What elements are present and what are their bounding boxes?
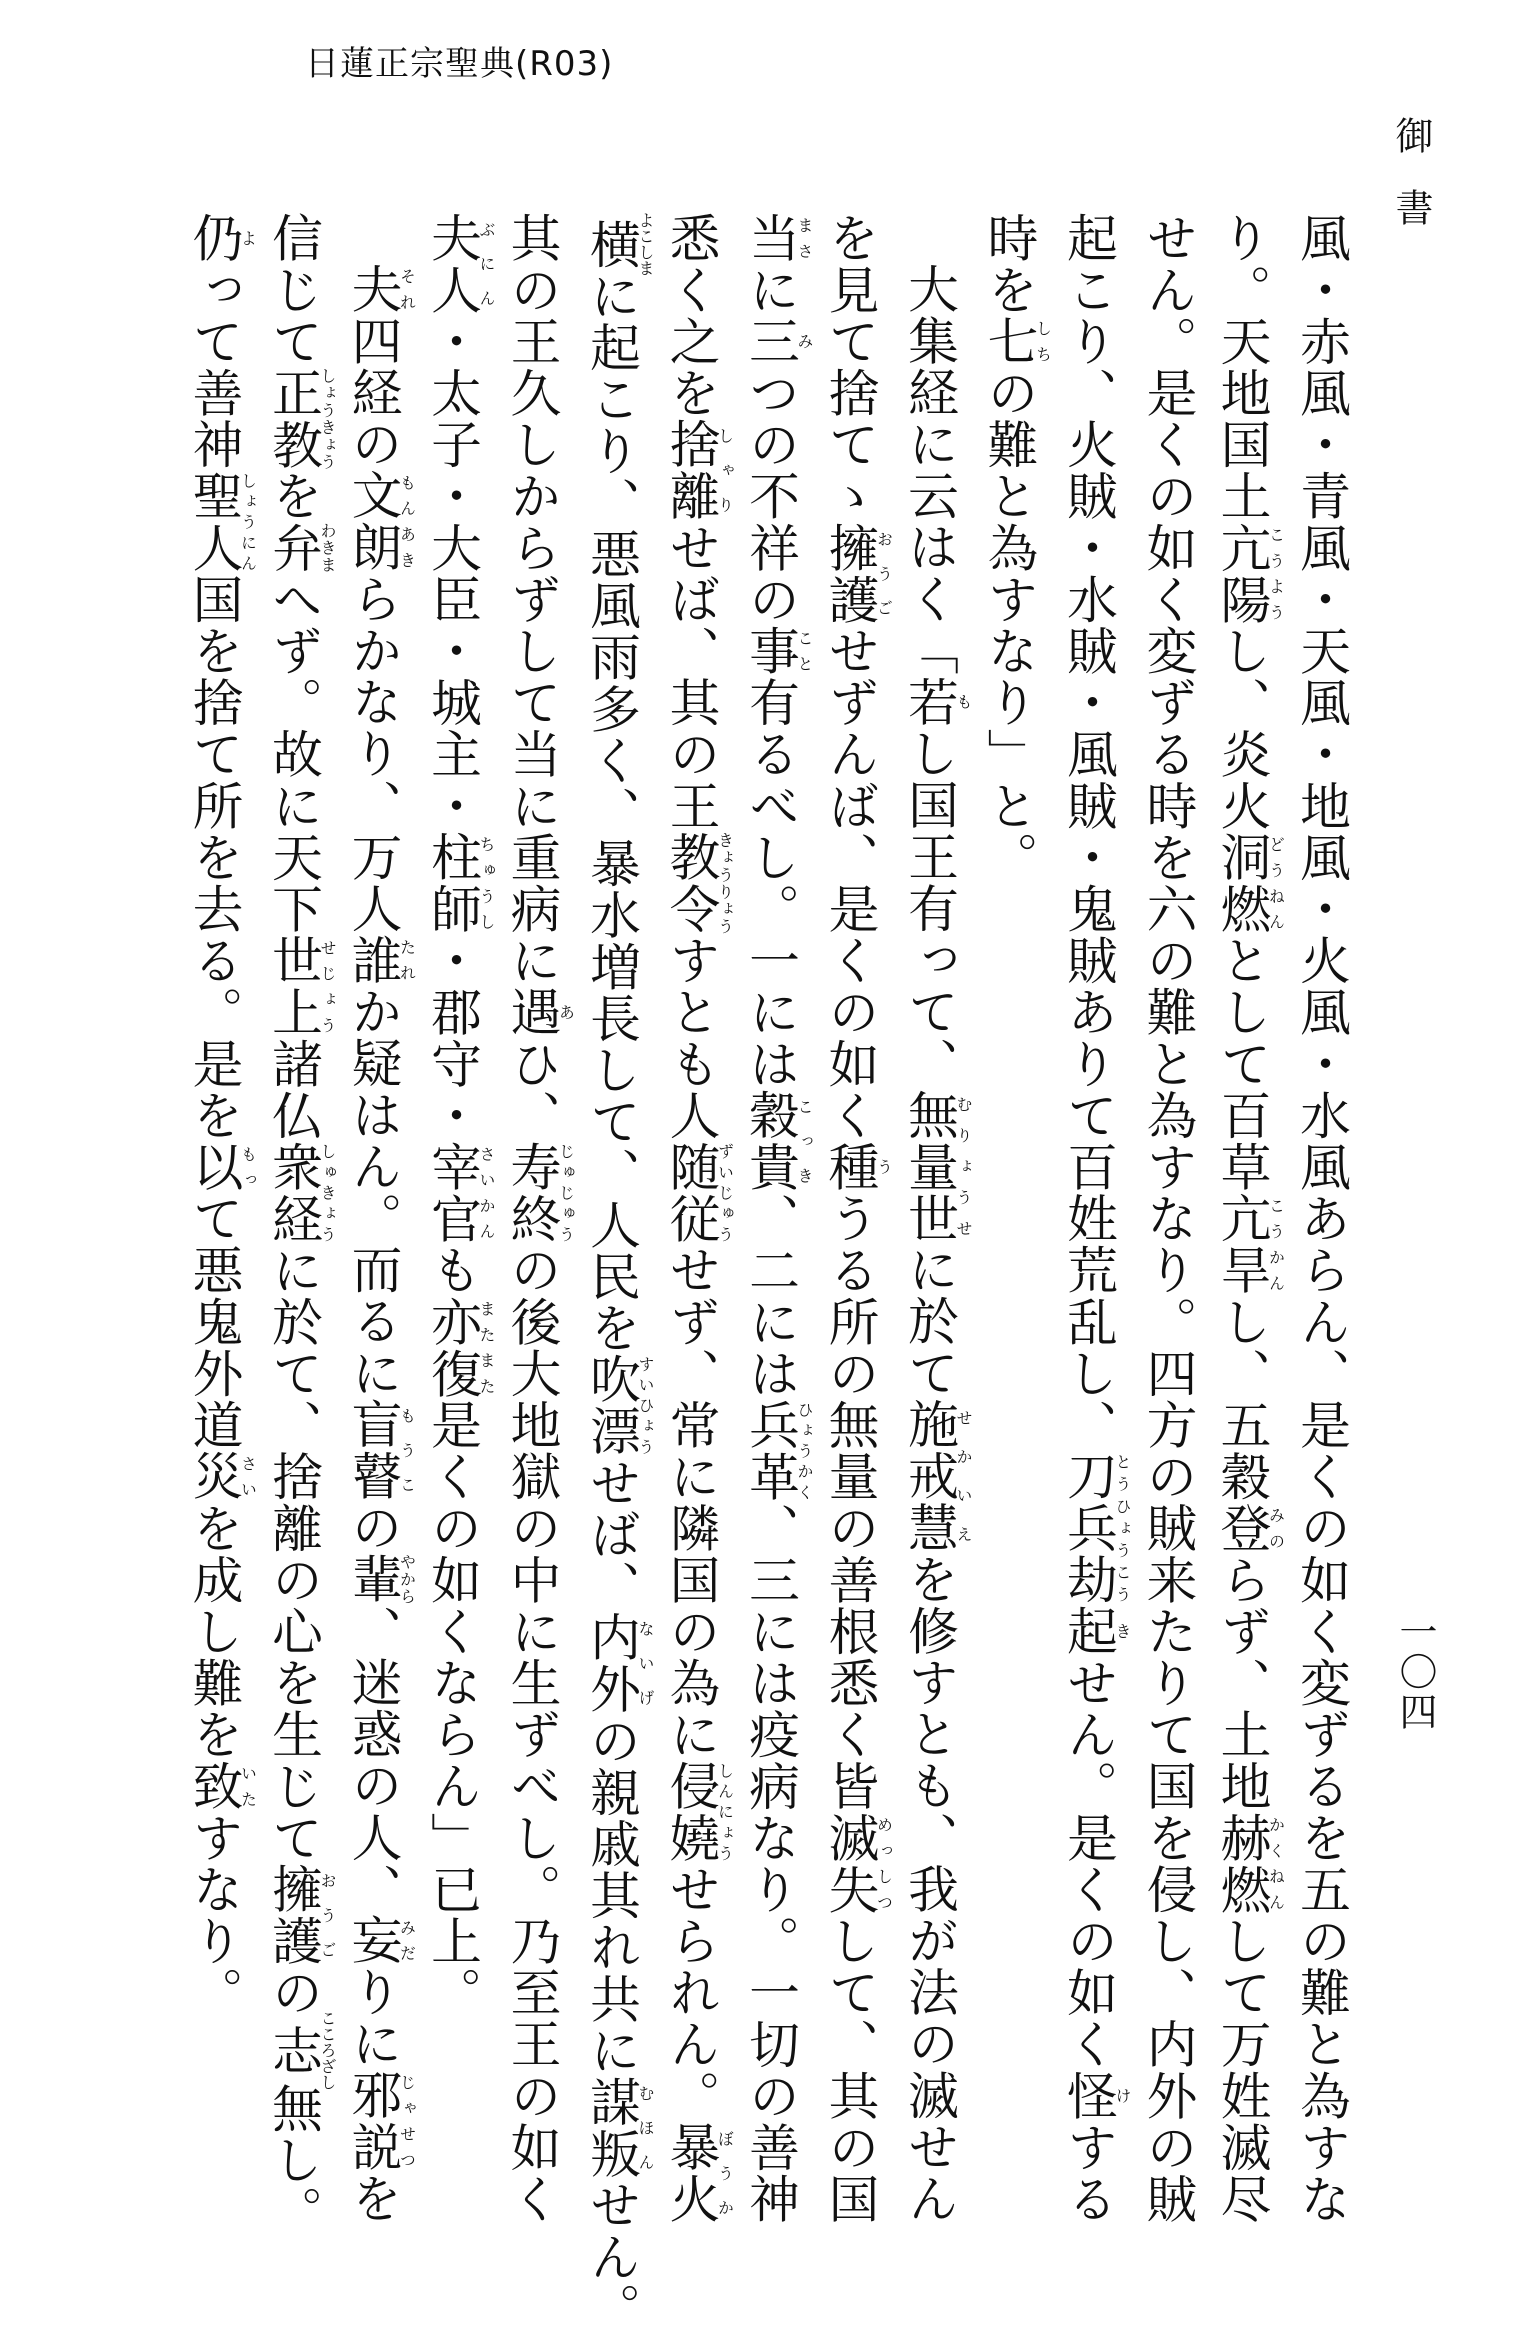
ruby-base: 怪	[1059, 2069, 1118, 2122]
text-segment: に於て、捨離の心を生じて	[264, 1244, 323, 1864]
ruby-base: 夫	[343, 263, 403, 315]
ruby-reading: よ	[238, 212, 258, 264]
ruby-word	[741, 212, 814, 264]
text-segment: に於て	[900, 1243, 959, 1399]
ruby-reading: こうよう	[1266, 521, 1286, 625]
ruby-reading: ちゅうし	[477, 831, 496, 935]
text-segment: か疑はん。而るに	[343, 985, 403, 1399]
text-segment: せん。	[582, 2179, 641, 2334]
ruby-reading: あ	[556, 986, 576, 1038]
ruby-base: 随従	[661, 1140, 721, 1245]
ruby-reading: むほん	[636, 2075, 655, 2180]
text-segment: 、三には疫病なり。一切の善神	[741, 1502, 800, 2225]
ruby-reading: こと	[795, 624, 814, 677]
ruby-word	[264, 521, 337, 574]
ruby-word	[661, 2121, 735, 2225]
text-segment: り。天地国土	[1212, 212, 1272, 522]
ruby-reading: ないげ	[636, 1611, 655, 1715]
ruby-word	[820, 1811, 894, 1915]
ruby-word	[264, 1863, 337, 1967]
ruby-base: 赫燃	[1212, 1811, 1272, 1915]
ruby-reading: またまた	[477, 1295, 496, 1399]
ruby-base: 吹漂	[582, 1353, 641, 1457]
ruby-word	[184, 470, 258, 574]
ruby-reading: さいかん	[477, 1140, 496, 1244]
ruby-reading: すいひょう	[636, 1353, 655, 1457]
ruby-reading: み	[795, 315, 814, 367]
ruby-base: 三	[741, 315, 800, 367]
ruby-word	[343, 1398, 417, 1502]
text-segment: 四経の	[343, 314, 403, 470]
text-segment: せば、	[582, 1456, 641, 1612]
ruby-reading: よこしま	[636, 212, 655, 276]
ruby-reading: さい	[238, 1450, 258, 1503]
text-line	[415, 212, 496, 2019]
ruby-reading: こうかん	[1266, 1192, 1286, 1296]
text-segment: せられん。	[661, 1863, 721, 2122]
ruby-reading: むりょうせ	[954, 1088, 973, 1244]
ruby-reading: せかいえ	[954, 1398, 973, 1554]
ruby-base: 世上	[264, 934, 323, 1038]
body-text	[177, 212, 1359, 2334]
ruby-base: 弁	[264, 521, 323, 574]
ruby-word	[741, 1398, 814, 1503]
text-segment: りに	[343, 1965, 403, 2070]
ruby-base: 擁護	[820, 521, 880, 625]
ruby-reading: ぶにん	[477, 212, 496, 316]
ruby-base: 横	[582, 212, 641, 276]
ruby-word	[1212, 831, 1286, 935]
text-segment: 、迷惑の人、	[343, 1604, 403, 1915]
ruby-base: 志	[264, 2010, 323, 2091]
ruby-base: 擁護	[264, 1863, 323, 1967]
ruby-word	[423, 1295, 496, 1399]
ruby-word	[1212, 1502, 1286, 1554]
text-line	[177, 212, 258, 2019]
ruby-word	[900, 1088, 973, 1244]
page-number: 一〇四	[1393, 1612, 1437, 1732]
ruby-base: 盲瞽	[343, 1398, 403, 1502]
text-segment: へず。故に天下	[264, 573, 323, 935]
ruby-word	[582, 2075, 655, 2180]
ruby-word	[1059, 2069, 1132, 2122]
ruby-base: 災	[184, 1450, 244, 1503]
text-line	[1205, 212, 1286, 2225]
ruby-word	[582, 212, 655, 276]
ruby-reading: う	[874, 1140, 894, 1193]
text-line	[892, 212, 973, 2224]
ruby-word	[661, 418, 735, 522]
text-segment: の後大地獄の中に生ずべし。乃至王の如く	[502, 1244, 562, 2225]
text-line	[495, 212, 576, 2225]
ruby-base: 亢旱	[1212, 1192, 1272, 1296]
ruby-word	[582, 1353, 655, 1457]
text-line	[574, 212, 655, 2334]
ruby-reading: おうご	[318, 1863, 337, 1967]
ruby-word	[423, 1140, 496, 1245]
text-segment: して万姓滅尽	[1212, 1914, 1272, 2225]
ruby-word	[741, 624, 814, 677]
text-segment: せば、其の王	[661, 521, 721, 832]
ruby-word	[343, 1914, 417, 1966]
ruby-word	[264, 366, 337, 471]
text-segment: を成し難を	[184, 1502, 244, 1761]
ruby-base: 柱師	[423, 831, 482, 935]
ruby-word	[900, 675, 973, 728]
ruby-base: 種	[820, 1140, 880, 1193]
ruby-base: 邪説	[343, 2069, 403, 2173]
ruby-word	[264, 1140, 337, 1245]
ruby-reading: かくねん	[1266, 1811, 1286, 1915]
ruby-reading: もっ	[238, 1140, 258, 1193]
ruby-reading: も	[954, 675, 973, 728]
ruby-reading: もうこ	[397, 1398, 417, 1502]
ruby-word	[741, 315, 814, 367]
text-segment: 、二には	[741, 1192, 800, 1399]
ruby-word	[502, 1140, 576, 1245]
ruby-reading: みだ	[397, 1914, 417, 1966]
text-segment: も	[423, 1244, 482, 1296]
ruby-word	[343, 263, 417, 315]
ruby-reading: しょうにん	[238, 470, 258, 574]
ruby-base: 仍	[184, 212, 244, 264]
ruby-reading: き	[1113, 1605, 1132, 1657]
text-line	[1284, 212, 1358, 2225]
ruby-base: 遇	[502, 986, 562, 1038]
ruby-word	[502, 986, 576, 1038]
ruby-base: 兵革	[741, 1398, 800, 1503]
text-segment: の親戚其れ共に	[582, 1714, 641, 2076]
ruby-reading: しゅきょう	[318, 1140, 337, 1245]
ruby-word	[264, 934, 337, 1038]
ruby-word	[264, 2010, 337, 2091]
document-title: 日蓮正宗聖典(R03)	[305, 44, 614, 84]
ruby-reading: しゃり	[715, 418, 735, 522]
text-line	[733, 212, 814, 2225]
text-line	[813, 212, 894, 2225]
text-segment: の難と為すなり」と。	[979, 366, 1039, 883]
ruby-base: 施戒慧	[900, 1398, 959, 1554]
ruby-word	[1212, 1811, 1286, 1915]
text-line	[1051, 212, 1132, 2225]
ruby-base: 誰	[343, 933, 403, 986]
ruby-reading: いた	[238, 1760, 258, 1812]
text-segment: 諸仏	[264, 1037, 323, 1141]
ruby-base: 無量世	[900, 1088, 959, 1244]
ruby-word	[900, 1398, 973, 1554]
ruby-base: 亢陽	[1212, 521, 1272, 625]
ruby-base: 謀叛	[582, 2075, 641, 2180]
ruby-word	[343, 469, 417, 573]
ruby-reading: わきま	[318, 521, 337, 574]
ruby-reading: こころざし	[318, 2010, 337, 2091]
ruby-base: 登	[1212, 1502, 1272, 1554]
text-segment: 是くの如くならん」已上。	[423, 1398, 482, 2019]
ruby-word	[979, 315, 1053, 367]
text-segment: を	[343, 2172, 403, 2224]
ruby-reading: ひょうかく	[795, 1398, 814, 1503]
ruby-reading: しょうきょう	[318, 366, 337, 471]
ruby-word	[661, 831, 735, 935]
ruby-word	[423, 212, 496, 316]
ruby-reading: もんあき	[397, 469, 417, 573]
text-segment: 無し。	[264, 2082, 323, 2237]
text-line	[336, 212, 417, 2224]
ruby-base: 当	[741, 212, 800, 264]
ruby-base: 輩	[343, 1553, 403, 1605]
text-segment: 信じて	[264, 212, 323, 367]
text-segment: の	[264, 1966, 323, 2019]
ruby-reading: ずいじゅう	[715, 1140, 735, 1245]
ruby-reading: しち	[1033, 315, 1053, 367]
text-segment: すとも人	[661, 934, 721, 1141]
text-segment: する	[1059, 2121, 1118, 2225]
text-segment: 其の王久しからずして当に重病に	[502, 212, 562, 986]
text-segment: せん。是くの如く	[1059, 1656, 1118, 2070]
ruby-word	[1059, 1450, 1132, 1606]
ruby-base: 亦復	[423, 1295, 482, 1399]
ruby-word	[820, 521, 894, 625]
ruby-reading: どうねん	[1266, 831, 1286, 935]
text-segment: らず、土地	[1212, 1553, 1272, 1812]
ruby-word	[184, 1140, 258, 1193]
text-segment: 悉く之を	[661, 212, 721, 419]
ruby-base: 聖人	[184, 470, 244, 574]
text-segment: を見て捨てゝ	[820, 212, 880, 522]
ruby-word	[184, 1760, 258, 1812]
text-segment: して、其の国	[820, 1914, 880, 2225]
text-segment: 有るべし。一には	[741, 676, 800, 1090]
text-segment: を修すとも、我が法の滅せん	[900, 1553, 959, 2224]
text-segment: せずんば、是くの如く	[820, 624, 880, 1141]
ruby-base: 衆経	[264, 1140, 323, 1245]
text-segment: 起こり、火賊・水賊・風賊・鬼賊ありて百姓荒乱し、	[1059, 212, 1118, 1451]
text-segment: って善神	[184, 263, 244, 471]
ruby-base: 捨離	[661, 418, 721, 522]
text-segment: ・郡守・	[423, 934, 482, 1141]
ruby-base: 内外	[582, 1611, 641, 1715]
ruby-reading: せじょう	[318, 934, 337, 1038]
text-segment: ひ、	[502, 1037, 562, 1141]
ruby-base: 若	[900, 675, 959, 728]
ruby-base: 事	[741, 624, 800, 677]
ruby-base: 致	[184, 1760, 244, 1812]
text-segment: として百草	[1212, 934, 1272, 1193]
ruby-word	[184, 1450, 258, 1503]
text-segment: に起こり、悪風雨多く、暴水増長して、人民を	[582, 269, 641, 1354]
ruby-base: 以	[184, 1140, 244, 1193]
ruby-base: 妄	[343, 1914, 403, 1966]
ruby-reading: みの	[1266, 1502, 1286, 1554]
ruby-word	[343, 1553, 417, 1605]
ruby-word	[820, 1140, 894, 1193]
ruby-base: 教令	[661, 831, 721, 935]
ruby-reading: ぼうか	[715, 2121, 735, 2225]
text-segment: せず、常に隣国の為に	[661, 1244, 721, 1761]
ruby-base: 侵嬈	[661, 1760, 721, 1864]
ruby-reading: おうご	[874, 521, 894, 625]
ruby-reading: まさ	[795, 212, 814, 264]
text-segment: の	[343, 1501, 403, 1554]
ruby-reading: こっき	[795, 1089, 814, 1193]
text-segment: せん。是くの如く変ずる時を六の難と為すなり。四方の賊来たりて国を侵し、内外の賊	[1138, 212, 1198, 2225]
text-segment: 時を	[979, 212, 1039, 316]
ruby-word	[661, 1140, 735, 1245]
text-segment: 国を捨て所を去る。是を	[184, 573, 244, 1141]
ruby-reading: とうひょうこう	[1113, 1450, 1132, 1606]
ruby-reading: やから	[397, 1553, 417, 1605]
text-segment: すなり。	[184, 1811, 244, 2019]
ruby-base: 夫人	[423, 212, 482, 316]
ruby-reading: たれ	[397, 933, 417, 986]
ruby-reading: きょうりょう	[715, 831, 735, 935]
ruby-word	[1212, 1192, 1286, 1296]
ruby-reading: け	[1113, 2069, 1132, 2122]
ruby-reading: それ	[397, 263, 417, 315]
ruby-word	[1059, 1605, 1132, 1657]
text-segment: し国王有って、	[900, 727, 959, 1089]
text-line	[972, 212, 1052, 2012]
running-head: 御書	[1389, 116, 1433, 260]
text-line	[256, 212, 337, 2237]
text-line	[1131, 212, 1205, 2225]
ruby-base: 起	[1059, 1605, 1118, 1657]
text-segment: に	[741, 263, 800, 316]
ruby-base: 洞燃	[1212, 831, 1272, 935]
ruby-word	[1212, 521, 1286, 625]
text-segment: 風・赤風・青風・天風・地風・火風・水風あらん、是くの如く変ずるを五の難と為すな	[1292, 212, 1351, 2225]
ruby-base: 文朗	[343, 469, 403, 573]
ruby-base: 滅失	[820, 1811, 880, 1915]
text-segment: つの不祥の	[741, 366, 800, 625]
text-line	[654, 212, 735, 2225]
ruby-reading: しんにょう	[715, 1760, 735, 1864]
text-segment: 大集経に云はく「	[900, 263, 959, 676]
text-segment: らかなり、万人	[343, 572, 403, 934]
ruby-base: 寿終	[502, 1140, 562, 1245]
ruby-reading: じゃせつ	[397, 2069, 417, 2173]
text-segment: し、五穀	[1212, 1295, 1272, 1503]
ruby-reading: じゅじゅう	[556, 1140, 576, 1244]
ruby-word	[184, 212, 258, 264]
ruby-reading: めっしつ	[874, 1811, 894, 1915]
ruby-word	[343, 933, 417, 986]
ruby-word	[423, 831, 496, 935]
text-segment: ・太子・大臣・城主・	[423, 315, 482, 832]
ruby-base: 刀兵劫	[1059, 1450, 1118, 1606]
ruby-base: 宰官	[423, 1140, 482, 1245]
text-segment: て悪鬼外道	[184, 1192, 244, 1451]
ruby-base: 暴火	[661, 2121, 721, 2225]
text-segment: を	[264, 470, 323, 522]
ruby-base: 穀貴	[741, 1089, 800, 1193]
ruby-base: 正教	[264, 366, 323, 471]
ruby-word	[343, 2069, 417, 2173]
ruby-base: 七	[979, 315, 1039, 367]
ruby-word	[582, 1611, 655, 1715]
ruby-word	[741, 1089, 814, 1193]
text-segment: うる所の無量の善根悉く皆	[820, 1192, 880, 1812]
ruby-word	[661, 1760, 735, 1864]
text-segment: し、炎火	[1212, 624, 1272, 832]
